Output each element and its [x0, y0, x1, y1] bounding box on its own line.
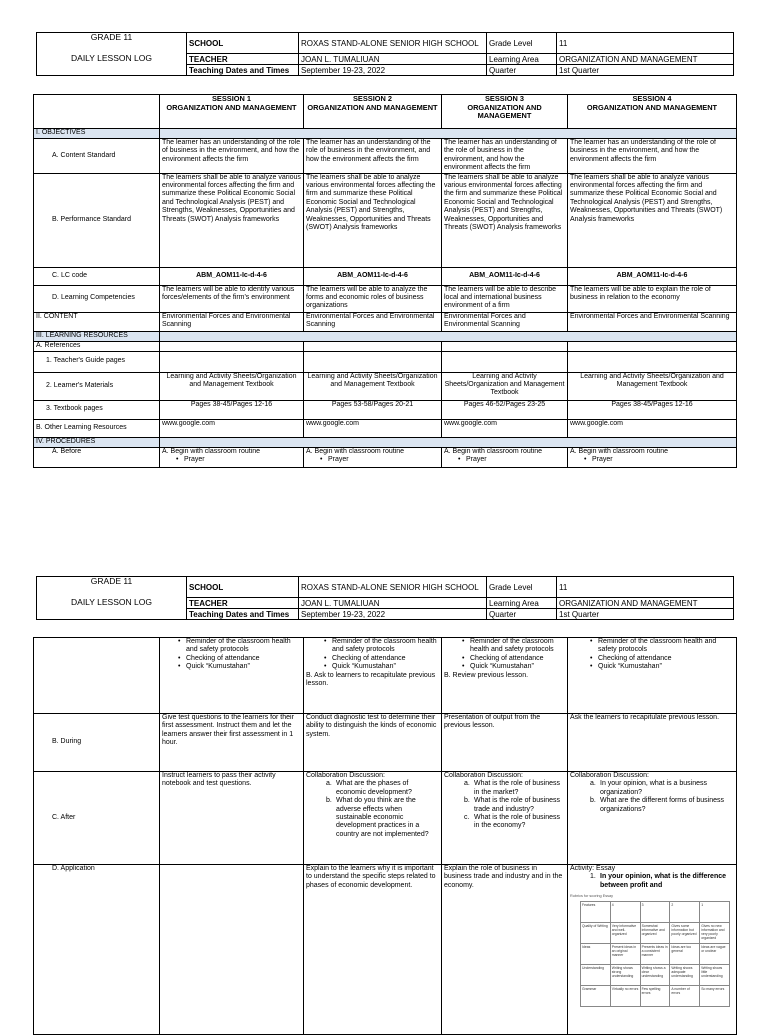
dates-value: September 19-23, 2022 — [299, 65, 487, 76]
log-title: DAILY LESSON LOG — [71, 53, 152, 63]
learning-area-label: Learning Area — [487, 54, 557, 65]
routine-s2: • Reminder of the classroom health and safety protocols • Checking of attendance • Quick “Kumustahan” B. Ask to learners to recapitulate previous lesson. — [304, 638, 442, 714]
content-standard-label: A. Content Standard — [34, 139, 160, 174]
during-s1: Give test questions to the learners for their first assessment. Instruct them and let the learners answer their first assessment in 1 hour. — [160, 714, 304, 772]
resources-heading: III. LEARNING RESOURCES — [34, 331, 160, 341]
school-label: SCHOOL — [187, 33, 299, 54]
before-s4: A. Begin with classroom routine • Prayer — [568, 447, 737, 467]
during-s4: Ask the learners to recapitulate previous lesson. — [568, 714, 737, 772]
during-s2: Conduct diagnostic test to determine their ability to distinguish the kinds of economic system. — [304, 714, 442, 772]
lc-code-s2: ABM_AOM11-Ic-d-4-6 — [304, 267, 442, 285]
application-s3: Explain the role of business in business trade and industry and in the economy. — [442, 865, 568, 1035]
performance-standard-label: B. Performance Standard — [34, 173, 160, 267]
routine-s4: • Reminder of the classroom health and safety protocols • Checking of attendance • Quick “Kumustahan” — [568, 638, 737, 714]
performance-standard-s4: The learners shall be able to analyze various environmental forces affecting the firm and summarize these Political Economic Social and Technological Analysis (PEST) and Strengths, Weaknesses, Opportunities and Threats (SWOT) Analysis frameworks — [568, 173, 737, 267]
header-table — [36, 32, 734, 76]
quarter-label: Quarter — [487, 65, 557, 76]
references-label: A. References — [34, 341, 160, 351]
lc-code-label: C. LC code — [34, 267, 160, 285]
content-standard-s2: The learner has an understanding of the role of business in the environment, and how the environment affects the firm — [304, 139, 442, 174]
lc-code-s4: ABM_AOM11-Ic-d-4-6 — [568, 267, 737, 285]
competencies-s3: The learners will be able to describe local and international business environment of a firm — [442, 285, 568, 312]
session-1-header: SESSION 1 ORGANIZATION AND MANAGEMENT — [160, 95, 304, 129]
before-s3: A. Begin with classroom routine • Prayer — [442, 447, 568, 467]
textbook-s3: Pages 46-52/Pages 23-25 — [442, 400, 568, 419]
textbook-s4: Pages 38-45/Pages 12-16 — [568, 400, 737, 419]
page-2 — [0, 550, 768, 1024]
competencies-label: D. Learning Competencies — [34, 285, 160, 312]
lesson-table — [33, 94, 737, 468]
session-4-header: SESSION 4 ORGANIZATION AND MANAGEMENT — [568, 95, 737, 129]
procedures-table — [33, 637, 737, 1035]
header-table-2: GRADE 11 DAILY LESSON LOG SCHOOL ROXAS STAND-ALONE SENIOR HIGH SCHOOL Grade Level 11 TEACHER JOAN L. TUMALIUAN Learning Area ORGANIZATION AND MANAGEMENT Teaching Dates and Times September 19-23, 2022 Quarter 1st Quarter — [36, 576, 734, 620]
essay-rubric: Rubrics for scoring Essay Features 4 3 2 1 Quality of Writing Very informative and well-organized Somewhat informative and organized Gives some information but poorly organized Gives no new information and very poorly organized Ideas Present ideas in an original manner Presents ideas in a consistent manner Ideas are too general Ideas are vague or unclear Understanding Writing shows strong understanding Writing shows a clear understanding Writing shows adequate understanding Writing shows little understanding Grammar Virtually no errors Few spelling errors A number of errors So many errors — [570, 894, 700, 1007]
learning-area-value: ORGANIZATION AND MANAGEMENT — [557, 54, 734, 65]
school-value: ROXAS STAND-ALONE SENIOR HIGH SCHOOL — [299, 33, 487, 54]
textbook-label: 3. Textbook pages — [34, 400, 160, 419]
content-s3: Environmental Forces and Environmental Scanning — [442, 312, 568, 331]
after-label: C. After — [34, 772, 160, 865]
performance-standard-s2: The learners shall be able to analyze various environmental forces affecting the firm and summarize these Political Economic Social and Technological Analysis (PEST) and Strengths, Weaknesses, Opportunities and Threats (SWOT) Analysis frameworks — [304, 173, 442, 267]
procedures-heading: IV. PROCEDURES — [34, 437, 160, 447]
session-3-header: SESSION 3 ORGANIZATION AND MANAGEMENT — [442, 95, 568, 129]
content-standard-s3: The learner has an understanding of the role of business in the environment, and how the environment affects the firm — [442, 139, 568, 174]
application-s4: Activity: Essay 1. In your opinion, what is the difference between profit and Rubrics for scoring Essay Features 4 3 2 1 Quality of Writing Very informative and well-organized Somewhat informative and organized Gives some information but poorly organized Gives no new information and very poorly organized Ideas Present ideas in an original manner Presents ideas in a consistent manner Ideas are too general Ideas are vague or unclear Understanding Writing shows strong understanding Writing shows a clear understanding Writing shows adequate understanding Writing shows little understanding Grammar Virtually no errors Few spelling errors A number of errors So many errors — [568, 865, 737, 1035]
after-s4: Collaboration Discussion: a. In your opinion, what is a business organization? b. What are the different forms of business organizations? — [568, 772, 737, 865]
other-resources-label: B. Other Learning Resources — [34, 419, 160, 437]
dates-label: Teaching Dates and Times — [187, 65, 299, 76]
content-standard-s1: The learner has an understanding of the role of business in the environment, and how the environment affects the firm — [160, 139, 304, 174]
learners-materials-s2: Learning and Activity Sheets/Organization and Management Textbook — [304, 372, 442, 400]
grade-cell — [37, 33, 187, 76]
routine-s1: • Reminder of the classroom health and safety protocols • Checking of attendance • Quick “Kumustahan” — [160, 638, 304, 714]
performance-standard-s1: The learners shall be able to analyze various environmental forces affecting the firm and summarize these Political Economic Social and Technological Analysis (PEST) and Strengths, Weaknesses, Opportunities and Threats (SWOT) Analysis frameworks — [160, 173, 304, 267]
competencies-s2: The learners will be able to analyze the forms and economic roles of business organizations — [304, 285, 442, 312]
after-s3: Collaboration Discussion: a. What is the role of business in the market? b. What is the role of business trade and industry? c. What is the role of business in the economy? — [442, 772, 568, 865]
after-s2: Collaboration Discussion: a. What are the phases of economic development? b. What do you think are the adverse effects when sustainable economic development practices in a country are not implemented? — [304, 772, 442, 865]
learners-materials-label: 2. Learner's Materials — [34, 372, 160, 400]
after-s1: Instruct learners to pass their activity notebook and test questions. — [160, 772, 304, 865]
textbook-s2: Pages 53-58/Pages 20-21 — [304, 400, 442, 419]
grade-text: GRADE 11 — [90, 32, 133, 42]
learners-materials-s1: Learning and Activity Sheets/Organization and Management Textbook — [160, 372, 304, 400]
teacher-value: JOAN L. TUMALIUAN — [299, 54, 487, 65]
application-s1 — [160, 865, 304, 1035]
objectives-heading: I. OBJECTIVES — [34, 129, 160, 139]
before-label: A. Before — [34, 447, 160, 467]
teacher-label: TEACHER — [187, 54, 299, 65]
other-resources-s1: www.google.com — [160, 419, 304, 437]
grade-level-value: 11 — [557, 33, 734, 54]
other-resources-s4: www.google.com — [568, 419, 737, 437]
session-2-header: SESSION 2 ORGANIZATION AND MANAGEMENT — [304, 95, 442, 129]
page-1 — [0, 0, 768, 516]
other-resources-s3: www.google.com — [442, 419, 568, 437]
during-s3: Presentation of output from the previous lesson. — [442, 714, 568, 772]
learners-materials-s3: Learning and Activity Sheets/Organization and Management Textbook — [442, 372, 568, 400]
content-s4: Environmental Forces and Environmental Scanning — [568, 312, 737, 331]
other-resources-s2: www.google.com — [304, 419, 442, 437]
lc-code-s1: ABM_AOM11-Ic-d-4-6 — [160, 267, 304, 285]
during-label: B. During — [34, 714, 160, 772]
content-s2: Environmental Forces and Environmental Scanning — [304, 312, 442, 331]
application-label: D. Application — [34, 865, 160, 1035]
learners-materials-s4: Learning and Activity Sheets/Organization and Management Textbook — [568, 372, 737, 400]
competencies-s1: The learners will be able to identify various forces/elements of the firm's environment — [160, 285, 304, 312]
content-heading: II. CONTENT — [34, 312, 160, 331]
textbook-s1: Pages 38-45/Pages 12-16 — [160, 400, 304, 419]
content-s1: Environmental Forces and Environmental Scanning — [160, 312, 304, 331]
competencies-s4: The learners will be able to explain the role of business in relation to the economy — [568, 285, 737, 312]
content-standard-s4: The learner has an understanding of the role of business in the environment, and how the environment affects the firm — [568, 139, 737, 174]
grade-cell-2: GRADE 11 DAILY LESSON LOG — [37, 577, 187, 620]
lc-code-s3: ABM_AOM11-Ic-d-4-6 — [442, 267, 568, 285]
teachers-guide-label: 1. Teacher's Guide pages — [34, 351, 160, 372]
application-s2: Explain to the learners why it is important to understand the specific steps related to phases of economic development. — [304, 865, 442, 1035]
routine-s3: • Reminder of the classroom health and safety protocols • Checking of attendance • Quick “Kumustahan” B. Review previous lesson. — [442, 638, 568, 714]
quarter-value: 1st Quarter — [557, 65, 734, 76]
before-s2: A. Begin with classroom routine • Prayer — [304, 447, 442, 467]
grade-level-label: Grade Level — [487, 33, 557, 54]
before-s1: A. Begin with classroom routine • Prayer — [160, 447, 304, 467]
performance-standard-s3: The learners shall be able to analyze various environmental forces affecting the firm and summarize these Political Economic Social and Technological Analysis (PEST) and Strengths, Weaknesses, Opportunities and Threats (SWOT) Analysis frameworks — [442, 173, 568, 267]
rubric-table: Features 4 3 2 1 Quality of Writing Very informative and well-organized Somewhat informative and organized Gives some information but poorly organized Gives no new information and very poorly organized Ideas Present ideas in an original manner Presents ideas in a consistent manner Ideas are too general Ideas are vague or unclear Understanding Writing shows strong understanding Writing shows a clear understanding Writing shows adequate understanding Writing shows little understanding Grammar Virtually no errors Few spelling errors A number of errors So many errors — [580, 901, 730, 1007]
